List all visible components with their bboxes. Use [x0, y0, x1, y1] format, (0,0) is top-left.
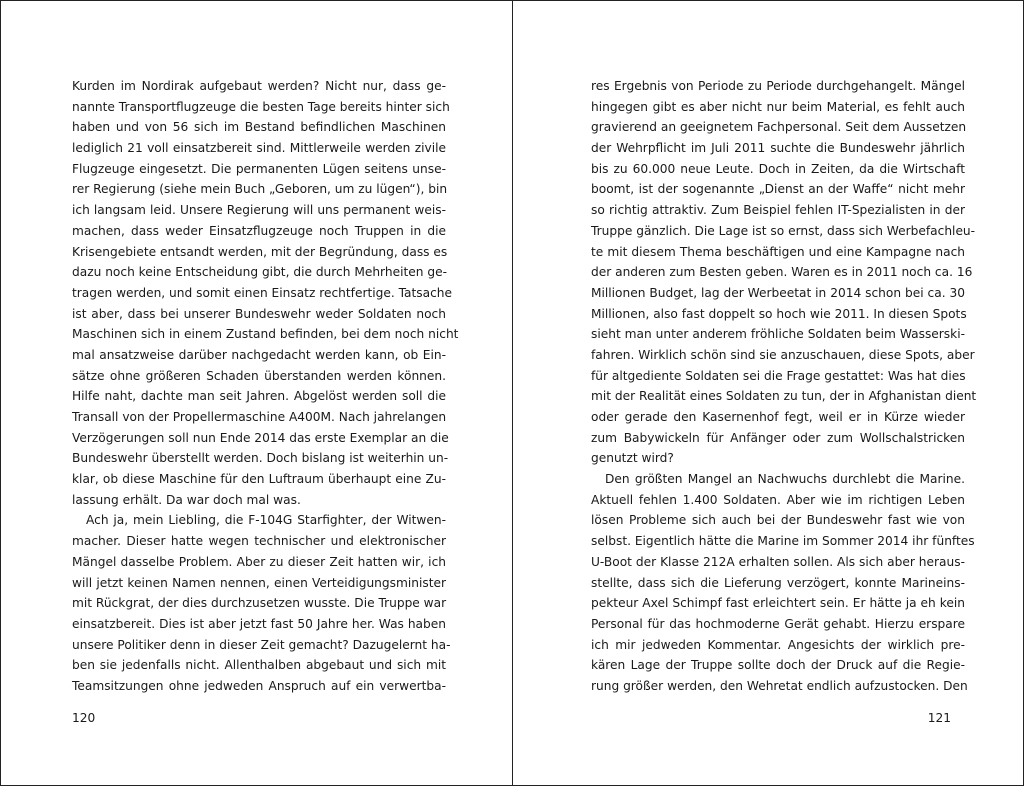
text-line: stellte, dass sich die Lieferung verzögert, konnte Marineins- — [591, 575, 965, 590]
left-page — [1, 1, 512, 785]
text-line: lösen Probleme sich auch bei der Bundeswehr fast wie von — [591, 513, 965, 528]
text-line: rer Regierung (siehe mein Buch „Geboren, um zu lügen“), bin — [72, 182, 448, 197]
text-line: Hilfe naht, dachte man seit Jahren. Abgelöst werden soll die — [72, 389, 446, 404]
text-line: dazu noch keine Entscheidung gibt, die durch Mehrheiten ge- — [72, 265, 447, 280]
text-line: zum Babywickeln für Anfänger oder zum Wollschalstricken — [591, 430, 965, 445]
right-page — [513, 1, 1024, 785]
text-line: Teamsitzungen ohne jedweden Anspruch auf ein verwertba- — [72, 678, 446, 693]
text-line: sätze ohne größeren Schaden überstanden werden können. — [72, 368, 446, 383]
text-line: ben sie jedenfalls nicht. Allenthalben abgebaut und sich mit — [72, 658, 446, 673]
text-line: tragen werden, und somit einen Einsatz rechtfertige. Tatsache — [72, 285, 453, 300]
text-line: Personal für das hochmoderne Gerät gehabt. Hierzu erspare — [591, 616, 965, 631]
text-line: bis zu 60.000 neue Leute. Doch in Zeiten, da die Wirtschaft — [591, 161, 965, 176]
text-line: klar, ob diese Maschine für den Luftraum überhaupt eine Zu- — [72, 472, 446, 487]
text-line: macher. Dieser hatte wegen technischer und elektronischer — [72, 534, 446, 549]
text-line: Den größten Mangel an Nachwuchs durchlebt die Marine. — [605, 472, 965, 487]
text-line: mal ansatzweise darüber nachgedacht werden kann, ob Ein- — [72, 347, 446, 362]
text-line: mit Rückgrat, der dies durchzusetzen wusste. Die Truppe war — [72, 596, 447, 611]
text-line: Mängel dasselbe Problem. Aber zu dieser Zeit hatten wir, ich — [72, 554, 446, 569]
text-line: Truppe gänzlich. Die Lage ist so ernst, dass sich Werbefachleu- — [591, 223, 976, 238]
text-line: Krisengebiete entsandt werden, mit der Begründung, dass es — [72, 244, 448, 259]
text-line: te mit diesem Thema beschäftigen und eine Kampagne nach — [591, 244, 965, 259]
text-line: fahren. Wirklich schön sind sie anzuschauen, diese Spots, aber — [591, 347, 975, 362]
text-line: selbst. Eigentlich hätte die Marine im Sommer 2014 ihr fünftes — [591, 534, 975, 549]
text-line: der Wehrpflicht im Juli 2011 suchte die Bundeswehr jährlich — [591, 141, 965, 156]
text-line: sieht man unter anderem fröhliche Soldaten beim Wasserski- — [591, 327, 965, 342]
text-line: gravierend an geeignetem Fachpersonal. Seit dem Aussetzen — [591, 120, 967, 135]
page-number: 120 — [72, 711, 96, 725]
text-line: hingegen gibt es aber nicht nur beim Material, es fehlt auch — [591, 99, 965, 114]
text-line: ich langsam leid. Unsere Regierung will uns permanent weis- — [72, 203, 446, 218]
text-line: für altgediente Soldaten sei die Frage gestattet: Was hat dies — [591, 368, 966, 383]
text-line: ist aber, dass bei unserer Bundeswehr weder Soldaten noch — [72, 306, 446, 321]
text-line: mit der Realität eines Soldaten zu tun, der in Afghanistan dient — [591, 389, 977, 404]
right-page-text — [591, 76, 977, 697]
text-line: Verzögerungen soll nun Ende 2014 das erste Exemplar an die — [72, 430, 449, 445]
text-line: Ach ja, mein Liebling, die F-104G Starfighter, der Witwen- — [86, 513, 446, 528]
text-line: boomt, ist der sogenannte „Dienst an der Waffe“ nicht mehr — [591, 182, 965, 197]
text-line: will jetzt keinen Namen nennen, einen Verteidigungsminister — [72, 575, 446, 590]
text-line: U-Boot der Klasse 212A erhalten sollen. Als sich aber heraus- — [591, 554, 965, 569]
text-line: so richtig attraktiv. Zum Beispiel fehlen IT-Spezialisten in der — [591, 203, 965, 218]
text-line: Millionen Budget, lag der Werbeetat in 2014 schon bei ca. 30 — [591, 285, 965, 300]
text-line: unsere Politiker denn in dieser Zeit gemacht? Dazugelernt ha- — [72, 637, 451, 652]
page-number: 121 — [927, 711, 951, 725]
text-line: Aktuell fehlen 1.400 Soldaten. Aber wie im richtigen Leben — [591, 492, 965, 507]
text-line: Kurden im Nordirak aufgebaut werden? Nicht nur, dass ge- — [72, 79, 446, 93]
text-line: einsatzbereit. Dies ist aber jetzt fast 50 Jahre her. Was haben — [72, 616, 446, 631]
text-line: rung größer werden, den Wehretat endlich aufzustocken. Den — [591, 678, 968, 693]
text-line: ich mir jedweden Kommentar. Angesichts der wirklich pre- — [591, 637, 965, 652]
text-line: lediglich 21 voll einsatzbereit sind. Mittlerweile werden zivile — [72, 141, 446, 156]
text-line: haben und von 56 sich im Bestand befindlichen Maschinen — [72, 120, 446, 135]
text-line: nannte Transportflugzeuge die besten Tage bereits hinter sich — [72, 99, 450, 114]
text-line: kären Lage der Truppe sollte doch der Druck auf die Regie- — [591, 658, 965, 673]
text-line: res Ergebnis von Periode zu Periode durchgehangelt. Mängel — [591, 79, 965, 93]
text-line: lassung erhält. Da war doch mal was. — [72, 492, 301, 507]
left-page-text — [72, 76, 459, 697]
text-line: Millionen, also fast doppelt so hoch wie 2011. In diesen Spots — [591, 306, 967, 321]
text-line: machen, dass weder Einsatzflugzeuge noch Truppen in die — [72, 223, 446, 238]
text-line: genutzt wird? — [591, 451, 674, 466]
text-line: Flugzeuge eingesetzt. Die permanenten Lügen seitens unse- — [72, 161, 446, 176]
text-line: der anderen zum Besten geben. Waren es in 2011 noch ca. 16 — [591, 265, 973, 280]
text-line: pekteur Axel Schimpf fast erleichtert sein. Er hätte ja eh kein — [591, 596, 965, 611]
text-line: oder gerade den Kasernenhof fegt, weil er in Kürze wieder — [591, 410, 965, 424]
text-line: Maschinen sich in einem Zustand befinden, bei dem noch nicht — [72, 327, 459, 342]
text-line: Transall von der Propellermaschine A400M. Nach jahrelangen — [72, 410, 447, 424]
text-line: Bundeswehr überstellt werden. Doch bislang ist weiterhin un- — [72, 451, 449, 466]
